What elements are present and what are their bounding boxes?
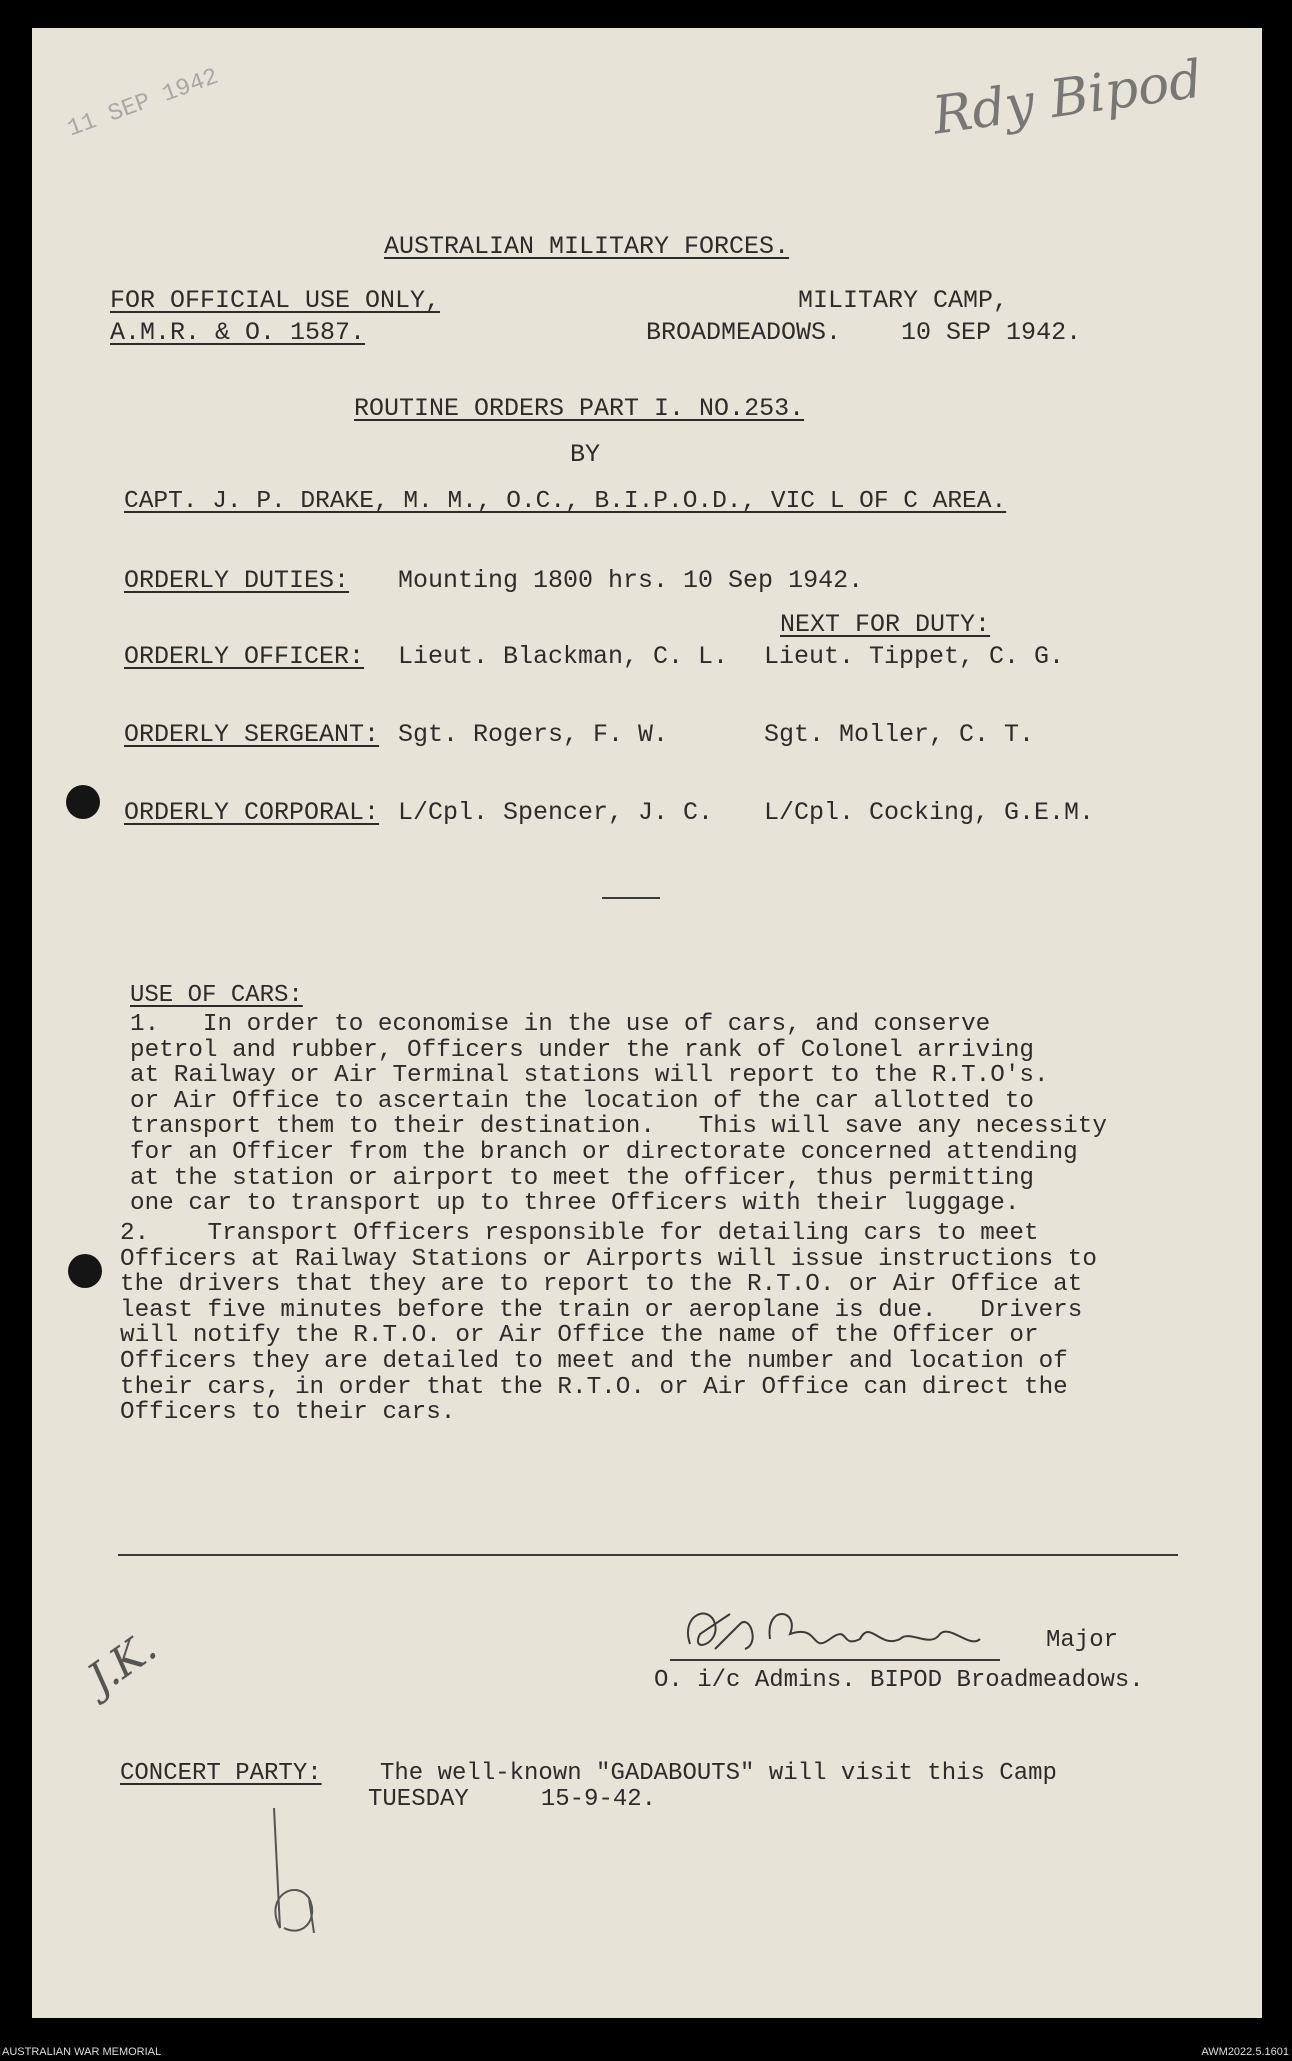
orderly-officer-next: Lieut. Tippet, C. G.	[764, 642, 1065, 671]
place-date-line: BROADMEADOWS. 10 SEP 1942.	[646, 318, 1082, 347]
next-for-duty-label: NEXT FOR DUTY:	[780, 610, 991, 639]
document-page	[32, 28, 1262, 2018]
orderly-sergeant-current: Sgt. Rogers, F. W.	[398, 720, 669, 749]
orderly-sergeant-next: Sgt. Moller, C. T.	[764, 720, 1035, 749]
signatory-rank: Major	[1046, 1627, 1119, 1654]
orderly-sergeant-label: ORDERLY SERGEANT:	[124, 720, 380, 749]
orderly-officer-current: Lieut. Blackman, C. L.	[398, 642, 729, 671]
section-divider	[602, 897, 660, 899]
footer-archive-name: AUSTRALIAN WAR MEMORIAL	[2, 2046, 162, 2058]
location-line: MILITARY CAMP,	[798, 286, 1009, 315]
signatory-title: O. i/c Admins. BIPOD Broadmeadows.	[654, 1667, 1144, 1694]
handwritten-mark	[254, 1808, 344, 1948]
orderly-duties-label: ORDERLY DUTIES:	[124, 566, 350, 595]
concert-party-line-1: The well-known "GADABOUTS" will visit this Camp	[380, 1760, 1057, 1787]
use-of-cars-paragraph-1: 1. In order to economise in the use of cars, and conserve petrol and rubber, Officers under the rank of Colonel arriving at Railway or Air Terminal stations will report to the R.T.O's. or Air Office to ascertain the location of the car allotted to transport them to their destination. This will save any necessity for an Officer from the branch or directorate concerned attending at the station or airport to meet the officer, thus permitting one car to transport up to three Officers with their luggage.	[130, 1011, 1107, 1218]
classification: FOR OFFICIAL USE ONLY,	[110, 286, 441, 315]
signature-image	[670, 1594, 1070, 1674]
heading: AUSTRALIAN MILITARY FORCES.	[384, 232, 790, 261]
orderly-officer-label: ORDERLY OFFICER:	[124, 642, 365, 671]
concert-party-label: CONCERT PARTY:	[120, 1760, 322, 1787]
reference-number: A.M.R. & O. 1587.	[110, 318, 366, 347]
closing-rule	[118, 1554, 1178, 1556]
issuer-line: CAPT. J. P. DRAKE, M. M., O.C., B.I.P.O.D., VIC L OF C AREA.	[124, 488, 1007, 515]
punch-hole	[66, 785, 100, 819]
use-of-cars-heading: USE OF CARS:	[130, 982, 303, 1009]
orderly-corporal-current: L/Cpl. Spencer, J. C.	[398, 798, 714, 827]
received-date-stamp: 11 SEP 1942	[64, 63, 223, 144]
punch-hole	[68, 1254, 102, 1288]
handwritten-initials: J.K.	[78, 1621, 166, 1704]
orders-title: ROUTINE ORDERS PART I. NO.253.	[354, 394, 805, 423]
footer-accession-number: AWM2022.5.1601	[1201, 2046, 1289, 2058]
margin-handwritten-note: Rdy Bipod	[929, 49, 1206, 147]
concert-party-line-2: TUESDAY 15-9-42.	[368, 1786, 657, 1813]
orderly-corporal-label: ORDERLY CORPORAL:	[124, 798, 380, 827]
use-of-cars-paragraph-2: 2. Transport Officers responsible for detailing cars to meet Officers at Railway Stations or Airports will issue instructions to the drivers that they are to report to the R.T.O. or Air Office at least five minutes before the train or aeroplane is due. Drivers will notify the R.T.O. or Air Office the name of the Officer or Officers they are detailed to meet and the number and location of their cars, in order that the R.T.O. or Air Office can direct the Officers to their cars.	[120, 1220, 1097, 1427]
by-label: BY	[570, 440, 601, 469]
orderly-duties-value: Mounting 1800 hrs. 10 Sep 1942.	[398, 566, 864, 595]
orderly-corporal-next: L/Cpl. Cocking, G.E.M.	[764, 798, 1095, 827]
